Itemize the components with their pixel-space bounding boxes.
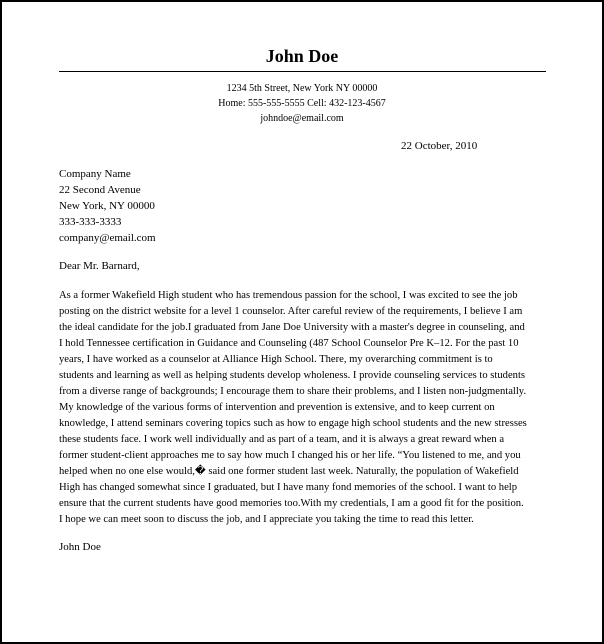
recipient-phone: 333-333-3333 bbox=[59, 216, 122, 228]
body-line: these students face. I work well individually and as part of a team, and it is always a great reward when a bbox=[59, 434, 505, 445]
sender-address: 1234 5th Street, New York NY 00000 bbox=[226, 83, 378, 94]
body-line: My knowledge of the various forms of intervention and prevention is extensive, and to keep current on bbox=[59, 402, 495, 413]
sender-email: johndoe@email.com bbox=[260, 113, 344, 124]
body-line: years, I have worked as a counselor at Alliance High School. There, my overarching commitment is to bbox=[59, 354, 493, 365]
recipient-company: Company Name bbox=[59, 168, 131, 180]
body-line: I hold Tennessee certification in Guidance and Counseling (487 School Counselor Pre K–12. For the past 10 bbox=[59, 338, 519, 349]
body-line: As a former Wakefield High student who has tremendous passion for the school, I was excited to see the job bbox=[59, 290, 518, 301]
body-line: posting on the district website for a level 1 counselor. After careful review of the requirements, I believe I am bbox=[59, 306, 523, 317]
body-line: knowledge, I attend seminars covering topics such as how to engage high school students and the new stresses bbox=[59, 418, 527, 429]
recipient-email: company@email.com bbox=[59, 232, 156, 244]
letter-body bbox=[59, 288, 549, 528]
recipient-street: 22 Second Avenue bbox=[59, 184, 141, 196]
body-line: ensure that the current students have good memories too.With my credentials, I am a good fit for the position. bbox=[59, 498, 524, 509]
recipient-block bbox=[59, 166, 156, 246]
body-line: former student-client approaches me to say how much I changed his or her life. “You listened to me, and you bbox=[59, 450, 521, 461]
body-line: students and learning as well as helping students develop wholeness. I provide counseling services to students bbox=[59, 370, 526, 381]
body-line: from a diverse range of backgrounds; I encourage them to share their problems, and I listen non-judgmentally. bbox=[59, 386, 527, 397]
body-line: High has changed somewhat since I graduated, but I have many fond memories of the school. I want to help bbox=[59, 482, 518, 493]
body-line: the ideal candidate for the job.I graduated from Jane Doe University with a master's degree in counseling, and bbox=[59, 322, 525, 333]
sender-contact-block bbox=[2, 81, 602, 126]
sender-phones: Home: 555-555-5555 Cell: 432-123-4567 bbox=[218, 98, 386, 109]
letter-date: 22 October, 2010 bbox=[401, 140, 478, 152]
body-line: helped when no one else would,� said one former student last week. Naturally, the population of Wakefield bbox=[59, 466, 519, 477]
salutation: Dear Mr. Barnard, bbox=[59, 260, 140, 272]
sender-name: John Doe bbox=[265, 46, 339, 66]
header-divider bbox=[59, 71, 546, 72]
signoff-name: John Doe bbox=[59, 541, 101, 553]
body-line: I hope we can meet soon to discuss the job, and I appreciate you taking the time to read this letter. bbox=[59, 514, 474, 525]
recipient-city: New York, NY 00000 bbox=[59, 200, 155, 212]
